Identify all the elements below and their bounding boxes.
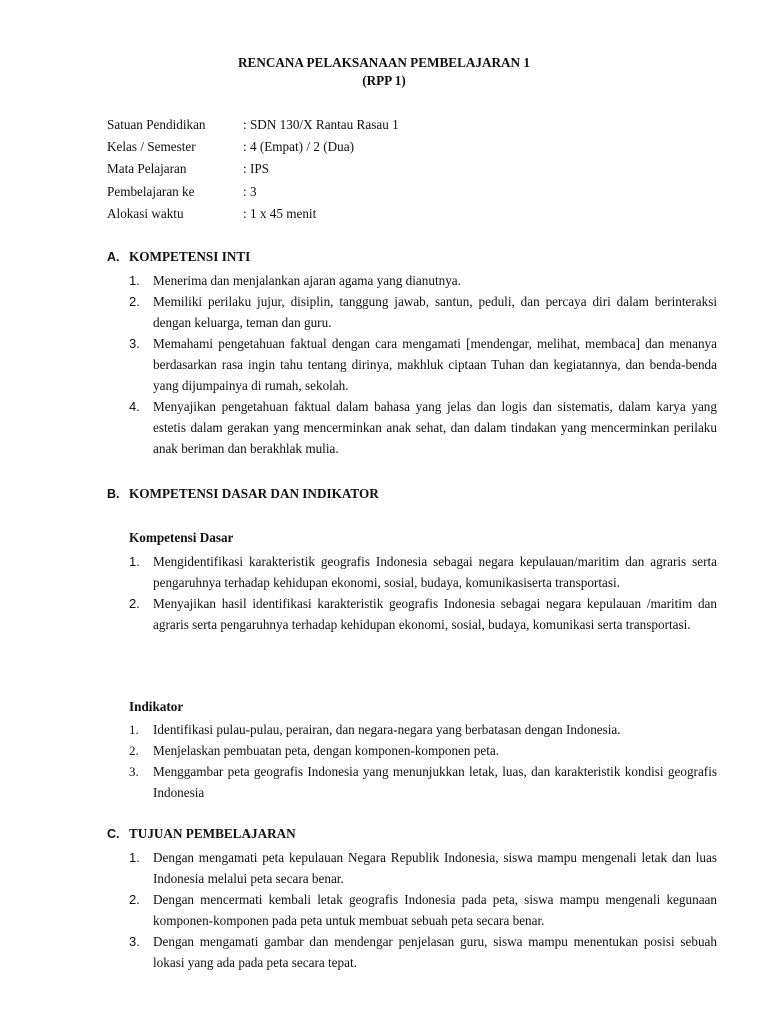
list-item xyxy=(129,551,717,593)
section-c-heading xyxy=(107,826,296,842)
kompetensi-inti-list xyxy=(129,270,717,459)
list-number: 1. xyxy=(129,850,140,865)
list-text: Menyajikan pengetahuan faktual dalam bahasa yang jelas dan logis dan sistematis, dalam karya yang estetis dalam gerakan yang mencerminkan anak sehat, dan dalam tindakan yang mencerminkan perilaku anak beriman dan berakhlak mulia. xyxy=(153,399,717,456)
section-a-title: KOMPETENSI INTI xyxy=(129,249,251,264)
list-item xyxy=(129,740,717,761)
identity-value: : 4 (Empat) / 2 (Dua) xyxy=(243,139,354,154)
list-text: Identifikasi pulau-pulau, perairan, dan negara-negara yang berbatasan dengan Indonesia. xyxy=(153,722,621,737)
identity-label: Alokasi waktu xyxy=(107,206,184,221)
section-b-letter: B. xyxy=(107,487,120,501)
list-number: 1. xyxy=(129,273,140,288)
list-text: Dengan mencermati kembali letak geografis Indonesia pada peta, siswa mampu mengenali kegunaan komponen-komponen pada peta untuk membuat sebuah peta secara benar. xyxy=(153,892,717,928)
list-text: Mengidentifikasi karakteristik geografis Indonesia sebagai negara kepulauan/maritim dan agraris serta pengaruhnya terhadap kehidupan ekonomi, sosial, budaya, komunikasiserta transportasi. xyxy=(153,554,717,590)
identity-value: : SDN 130/X Rantau Rasau 1 xyxy=(243,117,399,132)
kompetensi-dasar-list xyxy=(129,551,717,635)
list-number: 4. xyxy=(129,399,140,414)
list-item xyxy=(129,719,717,740)
list-text: Menggambar peta geografis Indonesia yang menunjukkan letak, luas, dan karakteristik kondisi geografis Indonesia xyxy=(153,764,717,800)
identity-label: Mata Pelajaran xyxy=(107,161,187,176)
section-b-heading xyxy=(107,486,379,502)
title-line-1: RENCANA PELAKSANAAN PEMBELAJARAN 1 xyxy=(238,55,530,70)
list-number: 1. xyxy=(129,554,140,569)
list-number: 3. xyxy=(129,764,139,779)
identity-label: Pembelajaran ke xyxy=(107,184,195,199)
section-c-title: TUJUAN PEMBELAJARAN xyxy=(129,826,296,841)
list-number: 2. xyxy=(129,294,140,309)
list-text: Dengan mengamati gambar dan mendengar penjelasan guru, siswa mampu menentukan posisi sebuah lokasi yang ada pada peta secara tepat. xyxy=(153,934,717,970)
identity-label: Kelas / Semester xyxy=(107,139,196,154)
list-text: Dengan mengamati peta kepulauan Negara Republik Indonesia, siswa mampu mengenali letak dan luas Indonesia melalui peta secara benar. xyxy=(153,850,717,886)
list-item xyxy=(129,847,717,889)
list-number: 1. xyxy=(129,722,139,737)
list-text: Memiliki perilaku jujur, disiplin, tanggung jawab, santun, peduli, dan percaya diri dalam berinteraksi dengan keluarga, teman dan guru. xyxy=(153,294,717,330)
list-item xyxy=(129,593,717,635)
list-item xyxy=(129,761,717,803)
list-number: 2. xyxy=(129,743,139,758)
list-number: 2. xyxy=(129,596,140,611)
list-item xyxy=(129,396,717,459)
tujuan-pembelajaran-list xyxy=(129,847,717,973)
list-text: Menjelaskan pembuatan peta, dengan komponen-komponen peta. xyxy=(153,743,500,758)
identity-label: Satuan Pendidikan xyxy=(107,117,206,132)
indikator-list xyxy=(129,719,717,803)
list-number: 2. xyxy=(129,892,140,907)
indikator-heading: Indikator xyxy=(129,699,184,714)
identity-value: : 3 xyxy=(243,184,257,199)
list-text: Memahami pengetahuan faktual dengan cara mengamati [mendengar, melihat, membaca] dan menanya berdasarkan rasa ingin tahu tentang dirinya, makhluk ciptaan Tuhan dan kegiatannya, dan benda-benda yang dijumpainya di rumah, sekolah. xyxy=(153,336,717,393)
section-c-letter: C. xyxy=(107,827,120,841)
list-item xyxy=(129,291,717,333)
list-item xyxy=(129,270,717,291)
section-b-title: KOMPETENSI DASAR DAN INDIKATOR xyxy=(129,486,379,501)
section-a-heading xyxy=(107,249,250,265)
identity-value: : IPS xyxy=(243,161,270,176)
list-item xyxy=(129,333,717,396)
identity-value: : 1 x 45 menit xyxy=(243,206,317,221)
list-text: Menyajikan hasil identifikasi karakteristik geografis Indonesia sebagai negara kepulauan /maritim dan agraris serta pengaruhnya terhadap kehidupan ekonomi, sosial, budaya, komunikasi serta transportasi. xyxy=(153,596,717,632)
section-a-letter: A. xyxy=(107,250,120,264)
title-line-2: (RPP 1) xyxy=(362,73,406,88)
list-item xyxy=(129,931,717,973)
list-item xyxy=(129,889,717,931)
list-number: 3. xyxy=(129,336,140,351)
kompetensi-dasar-heading: Kompetensi Dasar xyxy=(129,530,234,545)
document-title xyxy=(0,54,768,90)
list-number: 3. xyxy=(129,934,140,949)
list-text: Menerima dan menjalankan ajaran agama yang dianutnya. xyxy=(153,273,461,288)
